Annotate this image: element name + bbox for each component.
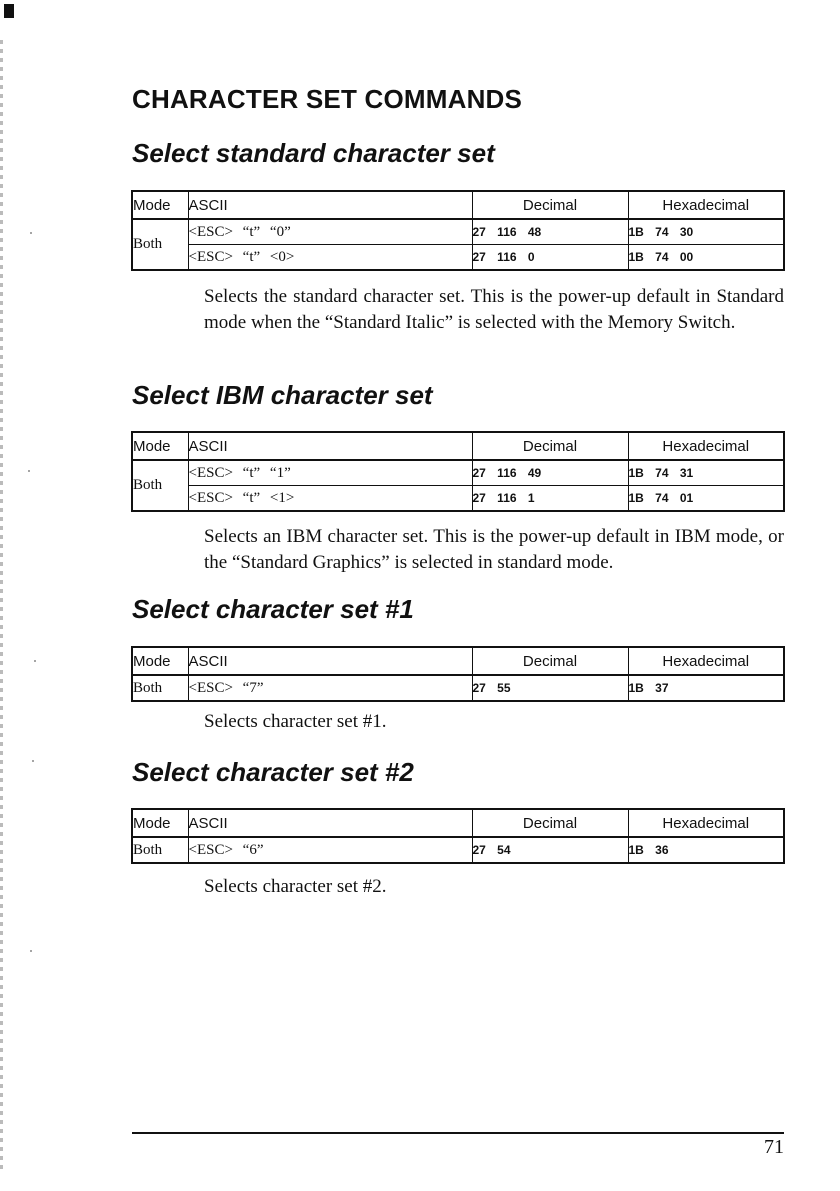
page-title: CHARACTER SET COMMANDS: [132, 84, 523, 114]
ascii-cell: <ESC> “t” “0”: [188, 219, 472, 245]
scan-speck: [28, 470, 30, 472]
table-header-row: [132, 809, 784, 837]
scan-speck: [30, 950, 32, 952]
section-heading: Select standard character set: [132, 138, 495, 168]
scan-edge-mark: [0, 0, 14, 22]
decimal-cell: 27 54: [472, 837, 628, 863]
table-row: [132, 837, 784, 863]
table-row: [132, 245, 784, 271]
mode-cell: Both: [132, 460, 188, 511]
command-table: [131, 190, 785, 271]
table-header-row: [132, 647, 784, 675]
ascii-cell: <ESC> “7”: [188, 675, 472, 701]
hex-cell: 1B 74 01: [628, 486, 784, 512]
hex-cell: 1B 36: [628, 837, 784, 863]
command-table: [131, 431, 785, 512]
hex-cell: 1B 74 31: [628, 460, 784, 486]
table-row: [132, 219, 784, 245]
section-description: Selects character set #1.: [204, 711, 387, 732]
command-table: [131, 808, 785, 864]
footer-rule: [132, 1132, 784, 1134]
decimal-cell: 27 55: [472, 675, 628, 701]
section-description: Selects character set #2.: [204, 876, 387, 897]
header-hex: Hexadecimal: [628, 191, 784, 219]
scan-speck: [34, 660, 36, 662]
header-decimal: Decimal: [472, 647, 628, 675]
scan-speck: [30, 232, 32, 234]
mode-cell: Both: [132, 219, 188, 270]
decimal-cell: 27 116 0: [472, 245, 628, 271]
table-row: [132, 675, 784, 701]
decimal-cell: 27 116 49: [472, 460, 628, 486]
table-header-row: [132, 191, 784, 219]
section-description: Selects the standard character set. This is the power-up default in Standard mode when the “Standard Italic” is selected with the Memory Switch.: [204, 286, 784, 333]
table-header-row: [132, 432, 784, 460]
mode-cell: Both: [132, 675, 188, 701]
ascii-cell: <ESC> “6”: [188, 837, 472, 863]
header-ascii: ASCII: [188, 432, 472, 460]
header-mode: Mode: [132, 647, 188, 675]
header-ascii: ASCII: [188, 191, 472, 219]
header-decimal: Decimal: [472, 191, 628, 219]
hex-cell: 1B 37: [628, 675, 784, 701]
header-decimal: Decimal: [472, 809, 628, 837]
hex-cell: 1B 74 30: [628, 219, 784, 245]
header-hex: Hexadecimal: [628, 432, 784, 460]
header-hex: Hexadecimal: [628, 809, 784, 837]
decimal-cell: 27 116 48: [472, 219, 628, 245]
page-number: 71: [764, 1136, 784, 1158]
scan-edge-line: [0, 40, 3, 1170]
section-heading: Select character set #1: [132, 594, 414, 624]
header-mode: Mode: [132, 809, 188, 837]
hex-cell: 1B 74 00: [628, 245, 784, 271]
scan-speck: [32, 760, 34, 762]
ascii-cell: <ESC> “t” <0>: [188, 245, 472, 271]
table-row: [132, 486, 784, 512]
header-mode: Mode: [132, 432, 188, 460]
header-ascii: ASCII: [188, 809, 472, 837]
command-table: [131, 646, 785, 702]
section-heading: Select IBM character set: [132, 380, 433, 410]
mode-cell: Both: [132, 837, 188, 863]
section-heading: Select character set #2: [132, 757, 414, 787]
header-mode: Mode: [132, 191, 188, 219]
header-hex: Hexadecimal: [628, 647, 784, 675]
ascii-cell: <ESC> “t” “1”: [188, 460, 472, 486]
ascii-cell: <ESC> “t” <1>: [188, 486, 472, 512]
decimal-cell: 27 116 1: [472, 486, 628, 512]
section-description: Selects an IBM character set. This is the power-up default in IBM mode, or the “Standard Graphics” is selected in standard mode.: [204, 526, 784, 573]
header-ascii: ASCII: [188, 647, 472, 675]
table-row: [132, 460, 784, 486]
header-decimal: Decimal: [472, 432, 628, 460]
